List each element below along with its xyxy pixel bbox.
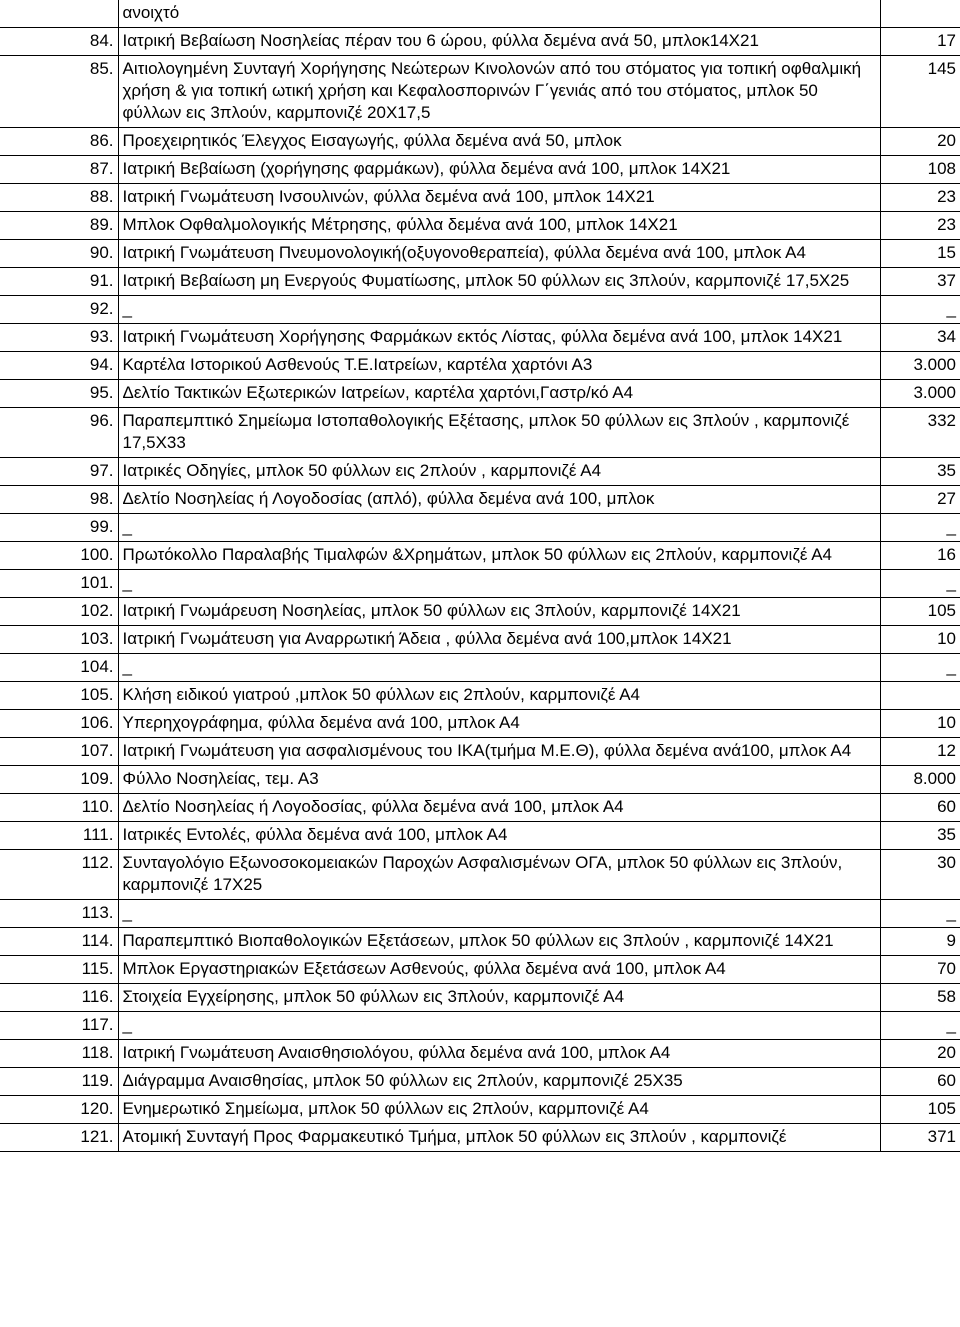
item-quantity: [880, 0, 960, 28]
table-row: [0, 56, 960, 128]
table-row: [0, 486, 960, 514]
item-description: Πρωτόκολλο Παραλαβής Τιμαλφών &Χρημάτων, μπλοκ 50 φύλλων εις 2πλούν, καρμπονιζέ Α4: [118, 542, 880, 570]
item-description: Παραπεμπτικό Βιοπαθολογικών Εξετάσεων, μπλοκ 50 φύλλων εις 3πλούν , καρμπονιζέ 14Χ21: [118, 928, 880, 956]
item-quantity: 145: [880, 56, 960, 128]
item-number: 107.: [0, 738, 118, 766]
item-number: 92.: [0, 296, 118, 324]
item-number: 112.: [0, 850, 118, 900]
table-row: [0, 28, 960, 56]
item-description: Στοιχεία Εγχείρησης, μπλοκ 50 φύλλων εις 3πλούν, καρμπονιζέ Α4: [118, 984, 880, 1012]
item-number: 98.: [0, 486, 118, 514]
item-description: Συνταγολόγιο Εξωνοσοκομειακών Παροχών Ασφαλισμένων ΟΓΑ, μπλοκ 50 φύλλων εις 3πλούν, καρμπονιζέ 17Χ25: [118, 850, 880, 900]
table-row: [0, 710, 960, 738]
table-row: [0, 654, 960, 682]
item-description: _: [118, 570, 880, 598]
item-quantity: _: [880, 570, 960, 598]
item-quantity: 20: [880, 1040, 960, 1068]
item-description: Κλήση ειδικού γιατρού ,μπλοκ 50 φύλλων εις 2πλούν, καρμπονιζέ Α4: [118, 682, 880, 710]
table-row: [0, 0, 960, 28]
item-quantity: 9: [880, 928, 960, 956]
item-number: 117.: [0, 1012, 118, 1040]
item-description: _: [118, 900, 880, 928]
item-quantity: 12: [880, 738, 960, 766]
table-row: [0, 268, 960, 296]
item-number: 85.: [0, 56, 118, 128]
table-row: [0, 738, 960, 766]
table-row: [0, 128, 960, 156]
table-row: [0, 324, 960, 352]
item-quantity: 3.000: [880, 352, 960, 380]
item-quantity: 3.000: [880, 380, 960, 408]
item-quantity: 23: [880, 184, 960, 212]
item-number: 104.: [0, 654, 118, 682]
item-quantity: 60: [880, 1068, 960, 1096]
item-number: 121.: [0, 1124, 118, 1152]
table-row: [0, 380, 960, 408]
item-quantity: 8.000: [880, 766, 960, 794]
item-description: Ατομική Συνταγή Προς Φαρμακευτικό Τμήμα, μπλοκ 50 φύλλων εις 3πλούν , καρμπονιζέ: [118, 1124, 880, 1152]
item-number: 106.: [0, 710, 118, 738]
table-row: [0, 1068, 960, 1096]
item-quantity: 35: [880, 822, 960, 850]
item-number: 87.: [0, 156, 118, 184]
table-row: [0, 184, 960, 212]
table-row: [0, 1012, 960, 1040]
table-row: [0, 212, 960, 240]
item-description: Ιατρική Βεβαίωση (χορήγησης φαρμάκων), φύλλα δεμένα ανά 100, μπλοκ 14Χ21: [118, 156, 880, 184]
item-description: Αιτιολογημένη Συνταγή Χορήγησης Νεώτερων Κινολονών από του στόματος για τοπική οφθαλμική χρήση & για τοπική ωτική χρήση και Κεφαλοσπορινών Γ΄γενιάς από του στόματος, μπλοκ 50 φύλλων εις 3πλούν, καρμπονιζέ 20Χ17,5: [118, 56, 880, 128]
item-description: _: [118, 654, 880, 682]
item-description: Ιατρικές Οδηγίες, μπλοκ 50 φύλλων εις 2πλούν , καρμπονιζέ Α4: [118, 458, 880, 486]
table-row: [0, 794, 960, 822]
table-row: [0, 296, 960, 324]
item-number: 89.: [0, 212, 118, 240]
item-description: Προεχειρητικός Έλεγχος Εισαγωγής, φύλλα δεμένα ανά 50, μπλοκ: [118, 128, 880, 156]
item-description: Ιατρική Γνωμάτευση για Αναρρωτική Άδεια , φύλλα δεμένα ανά 100,μπλοκ 14Χ21: [118, 626, 880, 654]
item-description: Ιατρική Γνωμάτευση Χορήγησης Φαρμάκων εκτός Λίστας, φύλλα δεμένα ανά 100, μπλοκ 14Χ21: [118, 324, 880, 352]
table-row: [0, 352, 960, 380]
item-description: Ιατρική Γνωμάτευση για ασφαλισμένους του ΙΚΑ(τμήμα Μ.Ε.Θ), φύλλα δεμένα ανά100, μπλοκ Α4: [118, 738, 880, 766]
item-number: 103.: [0, 626, 118, 654]
item-description: Ιατρική Γνωμάτευση Ινσουλινών, φύλλα δεμένα ανά 100, μπλοκ 14Χ21: [118, 184, 880, 212]
item-number: 84.: [0, 28, 118, 56]
item-description: Ιατρική Βεβαίωση μη Ενεργούς Φυματίωσης, μπλοκ 50 φύλλων εις 3πλούν, καρμπονιζέ 17,5Χ25: [118, 268, 880, 296]
item-description: _: [118, 1012, 880, 1040]
item-quantity: 58: [880, 984, 960, 1012]
item-number: 93.: [0, 324, 118, 352]
item-description: _: [118, 296, 880, 324]
item-number: 118.: [0, 1040, 118, 1068]
item-number: 116.: [0, 984, 118, 1012]
item-description: ανοιχτό: [118, 0, 880, 28]
item-quantity: 60: [880, 794, 960, 822]
table-row: [0, 984, 960, 1012]
item-number: 91.: [0, 268, 118, 296]
item-quantity: 37: [880, 268, 960, 296]
item-description: Δελτίο Νοσηλείας ή Λογοδοσίας, φύλλα δεμένα ανά 100, μπλοκ Α4: [118, 794, 880, 822]
item-description: Ενημερωτικό Σημείωμα, μπλοκ 50 φύλλων εις 2πλούν, καρμπονιζέ Α4: [118, 1096, 880, 1124]
item-description: Παραπεμπτικό Σημείωμα Ιστοπαθολογικής Εξέτασης, μπλοκ 50 φύλλων εις 3πλούν , καρμπονιζέ 17,5Χ33: [118, 408, 880, 458]
item-quantity: 17: [880, 28, 960, 56]
item-number: 101.: [0, 570, 118, 598]
item-description: Δελτίο Νοσηλείας ή Λογοδοσίας (απλό), φύλλα δεμένα ανά 100, μπλοκ: [118, 486, 880, 514]
item-quantity: _: [880, 1012, 960, 1040]
table-row: [0, 458, 960, 486]
item-number: 110.: [0, 794, 118, 822]
item-number: 102.: [0, 598, 118, 626]
table-row: [0, 626, 960, 654]
table-row: [0, 850, 960, 900]
item-number: 100.: [0, 542, 118, 570]
table-row: [0, 682, 960, 710]
item-quantity: 371: [880, 1124, 960, 1152]
table-row: [0, 1096, 960, 1124]
table-row: [0, 766, 960, 794]
item-quantity: 10: [880, 626, 960, 654]
item-number: 99.: [0, 514, 118, 542]
table-row: [0, 514, 960, 542]
item-quantity: 16: [880, 542, 960, 570]
table-row: [0, 598, 960, 626]
item-quantity: _: [880, 296, 960, 324]
item-number: 111.: [0, 822, 118, 850]
item-description: Ιατρική Γνωμάτευση Αναισθησιολόγου, φύλλα δεμένα ανά 100, μπλοκ Α4: [118, 1040, 880, 1068]
item-description: Καρτέλα Ιστορικού Ασθενούς Τ.Ε.Ιατρείων, καρτέλα χαρτόνι Α3: [118, 352, 880, 380]
item-quantity: _: [880, 514, 960, 542]
table-row: [0, 1040, 960, 1068]
item-number: 86.: [0, 128, 118, 156]
table-row: [0, 408, 960, 458]
item-quantity: 332: [880, 408, 960, 458]
item-description: Μπλοκ Οφθαλμολογικής Μέτρησης, φύλλα δεμένα ανά 100, μπλοκ 14Χ21: [118, 212, 880, 240]
item-quantity: 10: [880, 710, 960, 738]
table-row: [0, 240, 960, 268]
item-quantity: 15: [880, 240, 960, 268]
item-description: Μπλοκ Εργαστηριακών Εξετάσεων Ασθενούς, φύλλα δεμένα ανά 100, μπλοκ Α4: [118, 956, 880, 984]
item-description: Υπερηχογράφημα, φύλλα δεμένα ανά 100, μπλοκ Α4: [118, 710, 880, 738]
item-quantity: 105: [880, 1096, 960, 1124]
item-quantity: [880, 682, 960, 710]
table-row: [0, 956, 960, 984]
item-quantity: 20: [880, 128, 960, 156]
item-number: 115.: [0, 956, 118, 984]
item-quantity: _: [880, 654, 960, 682]
item-description: Ιατρικές Εντολές, φύλλα δεμένα ανά 100, μπλοκ Α4: [118, 822, 880, 850]
item-number: 109.: [0, 766, 118, 794]
item-number: 120.: [0, 1096, 118, 1124]
item-quantity: 34: [880, 324, 960, 352]
table-row: [0, 1124, 960, 1152]
item-number: [0, 0, 118, 28]
item-number: 119.: [0, 1068, 118, 1096]
item-number: 90.: [0, 240, 118, 268]
item-number: 95.: [0, 380, 118, 408]
item-number: 97.: [0, 458, 118, 486]
table-row: [0, 542, 960, 570]
item-quantity: 70: [880, 956, 960, 984]
item-description: Δελτίο Τακτικών Εξωτερικών Ιατρείων, καρτέλα χαρτόνι,Γαστρ/κό Α4: [118, 380, 880, 408]
item-number: 96.: [0, 408, 118, 458]
item-quantity: 27: [880, 486, 960, 514]
item-number: 113.: [0, 900, 118, 928]
item-quantity: _: [880, 900, 960, 928]
item-number: 94.: [0, 352, 118, 380]
item-description: Ιατρική Γνωμάτευση Πνευμονολογική(οξυγονοθεραπεία), φύλλα δεμένα ανά 100, μπλοκ Α4: [118, 240, 880, 268]
item-quantity: 30: [880, 850, 960, 900]
item-number: 88.: [0, 184, 118, 212]
item-quantity: 105: [880, 598, 960, 626]
item-description: Φύλλο Νοσηλείας, τεμ. Α3: [118, 766, 880, 794]
table-row: [0, 822, 960, 850]
item-quantity: 35: [880, 458, 960, 486]
item-number: 114.: [0, 928, 118, 956]
item-quantity: 108: [880, 156, 960, 184]
table-row: [0, 900, 960, 928]
item-description: Διάγραμμα Αναισθησίας, μπλοκ 50 φύλλων εις 2πλούν, καρμπονιζέ 25Χ35: [118, 1068, 880, 1096]
table-row: [0, 156, 960, 184]
table-row: [0, 928, 960, 956]
item-quantity: 23: [880, 212, 960, 240]
item-description: _: [118, 514, 880, 542]
item-description: Ιατρική Γνωμάρευση Νοσηλείας, μπλοκ 50 φύλλων εις 3πλούν, καρμπονιζέ 14Χ21: [118, 598, 880, 626]
item-description: Ιατρική Βεβαίωση Νοσηλείας πέραν του 6 ώρου, φύλλα δεμένα ανά 50, μπλοκ14Χ21: [118, 28, 880, 56]
item-number: 105.: [0, 682, 118, 710]
table-row: [0, 570, 960, 598]
